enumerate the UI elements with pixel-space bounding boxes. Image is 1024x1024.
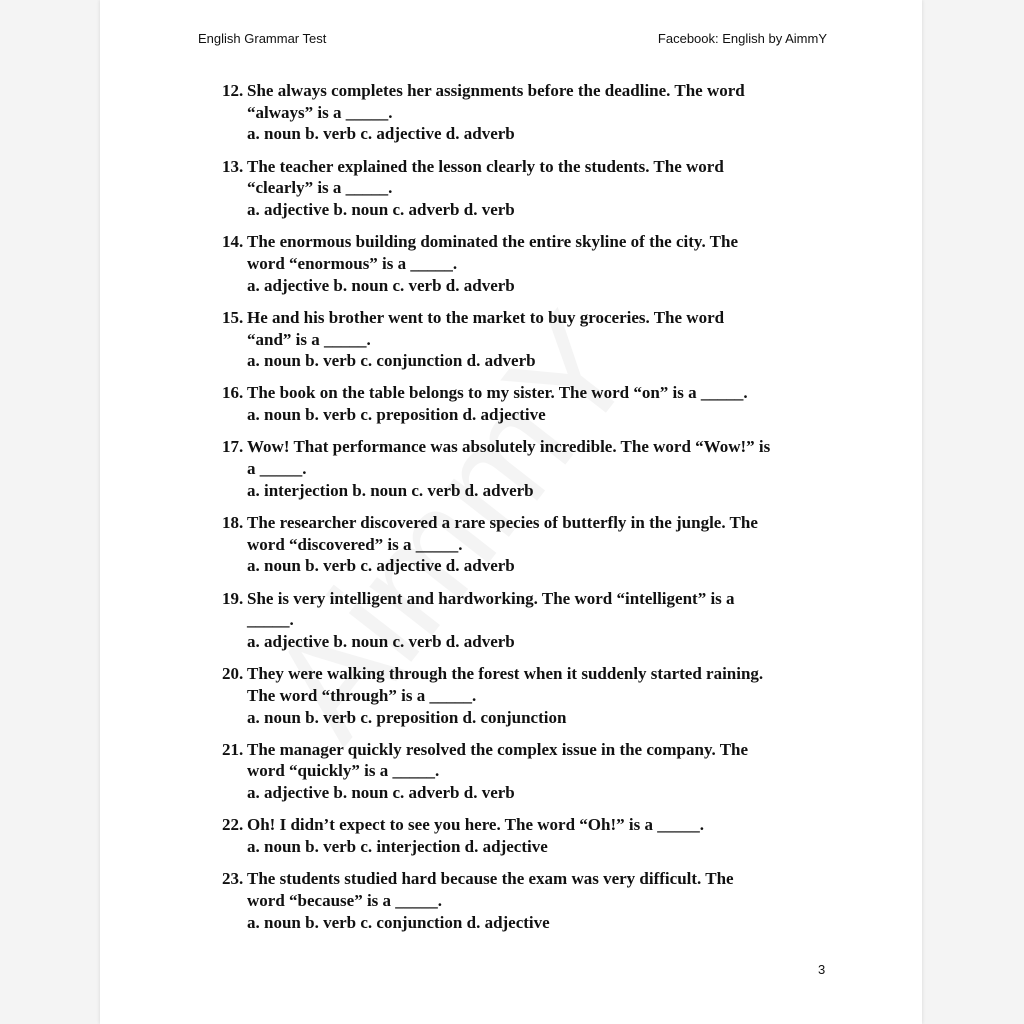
question-text-line: Oh! I didn’t expect to see you here. The word “Oh!” is a _____. <box>247 815 704 835</box>
answer-options: a. adjective b. noun c. adverb d. verb <box>247 200 515 220</box>
answer-options: a. noun b. verb c. adjective d. adverb <box>247 556 515 576</box>
question-list <box>222 80 832 944</box>
question-number: 20. <box>222 664 244 684</box>
answer-options: a. noun b. verb c. conjunction d. adjective <box>247 912 550 932</box>
question-number: 17. <box>222 437 244 457</box>
question-text-line: They were walking through the forest when it suddenly started raining. <box>247 664 764 684</box>
question-text-line: She is very intelligent and hardworking. The word “intelligent” is a <box>247 588 735 608</box>
question-number: 16. <box>222 383 244 403</box>
question-item <box>222 588 832 653</box>
question-text-line: word “because” is a _____. <box>247 891 443 910</box>
question-text-line: The enormous building dominated the entire skyline of the city. The <box>247 232 738 252</box>
page-number: 3 <box>818 962 826 977</box>
answer-options: a. noun b. verb c. adjective d. adverb <box>247 124 515 144</box>
question-text-line: The researcher discovered a rare species of butterfly in the jungle. The <box>247 512 758 532</box>
answer-options: a. adjective b. noun c. adverb d. verb <box>247 783 515 803</box>
question-text-line: word “quickly” is a _____. <box>247 761 440 781</box>
question-text-line: “clearly” is a _____. <box>247 178 393 198</box>
question-item <box>222 80 832 145</box>
question-text-line: He and his brother went to the market to buy groceries. The word <box>247 307 725 327</box>
question-item <box>222 663 832 728</box>
question-item <box>222 307 832 372</box>
header-title: English Grammar Test <box>198 31 327 46</box>
question-item <box>222 814 832 857</box>
question-number: 13. <box>222 156 244 176</box>
answer-options: a. noun b. verb c. preposition d. conjunction <box>247 707 567 727</box>
question-number: 22. <box>222 815 244 835</box>
question-text-line: _____. <box>247 610 294 630</box>
question-number: 14. <box>222 232 244 252</box>
header-facebook-credit: Facebook: English by AimmY <box>657 31 827 46</box>
question-text-line: The students studied hard because the exam was very difficult. The <box>247 869 734 889</box>
question-number: 18. <box>222 512 244 532</box>
question-text-line: The manager quickly resolved the complex issue in the company. The <box>247 739 749 759</box>
question-number: 15. <box>222 307 244 327</box>
answer-options: a. noun b. verb c. interjection d. adjective <box>247 837 548 857</box>
question-item <box>222 436 832 501</box>
answer-options: a. adjective b. noun c. verb d. adverb <box>247 275 515 295</box>
question-number: 23. <box>222 869 244 889</box>
question-item <box>222 156 832 221</box>
question-item <box>222 739 832 804</box>
question-text-line: a _____. <box>247 459 307 479</box>
answer-options: a. noun b. verb c. conjunction d. adverb <box>247 351 536 371</box>
question-text-line: “and” is a _____. <box>247 329 371 349</box>
question-text-line: “always” is a _____. <box>247 102 393 122</box>
question-text-line: word “enormous” is a _____. <box>247 253 458 273</box>
question-text-line: Wow! That performance was absolutely incredible. The word “Wow!” is <box>247 437 771 457</box>
question-item <box>222 382 832 425</box>
answer-options: a. interjection b. noun c. verb d. adverb <box>247 480 534 500</box>
question-item <box>222 231 832 296</box>
document-page <box>100 0 922 1024</box>
answer-options: a. adjective b. noun c. verb d. adverb <box>247 631 515 651</box>
question-number: 12. <box>222 81 244 100</box>
question-number: 21. <box>222 739 244 759</box>
question-item <box>222 512 832 577</box>
answer-options: a. noun b. verb c. preposition d. adjective <box>247 405 546 425</box>
question-text-line: The word “through” is a _____. <box>247 685 477 705</box>
question-text-line: The teacher explained the lesson clearly to the students. The word <box>247 156 724 176</box>
question-text-line: She always completes her assignments before the deadline. The word <box>247 81 745 100</box>
question-item <box>222 868 832 933</box>
question-text-line: word “discovered” is a _____. <box>247 534 463 554</box>
question-text-line: The book on the table belongs to my sister. The word “on” is a _____. <box>247 383 748 403</box>
question-number: 19. <box>222 588 244 608</box>
